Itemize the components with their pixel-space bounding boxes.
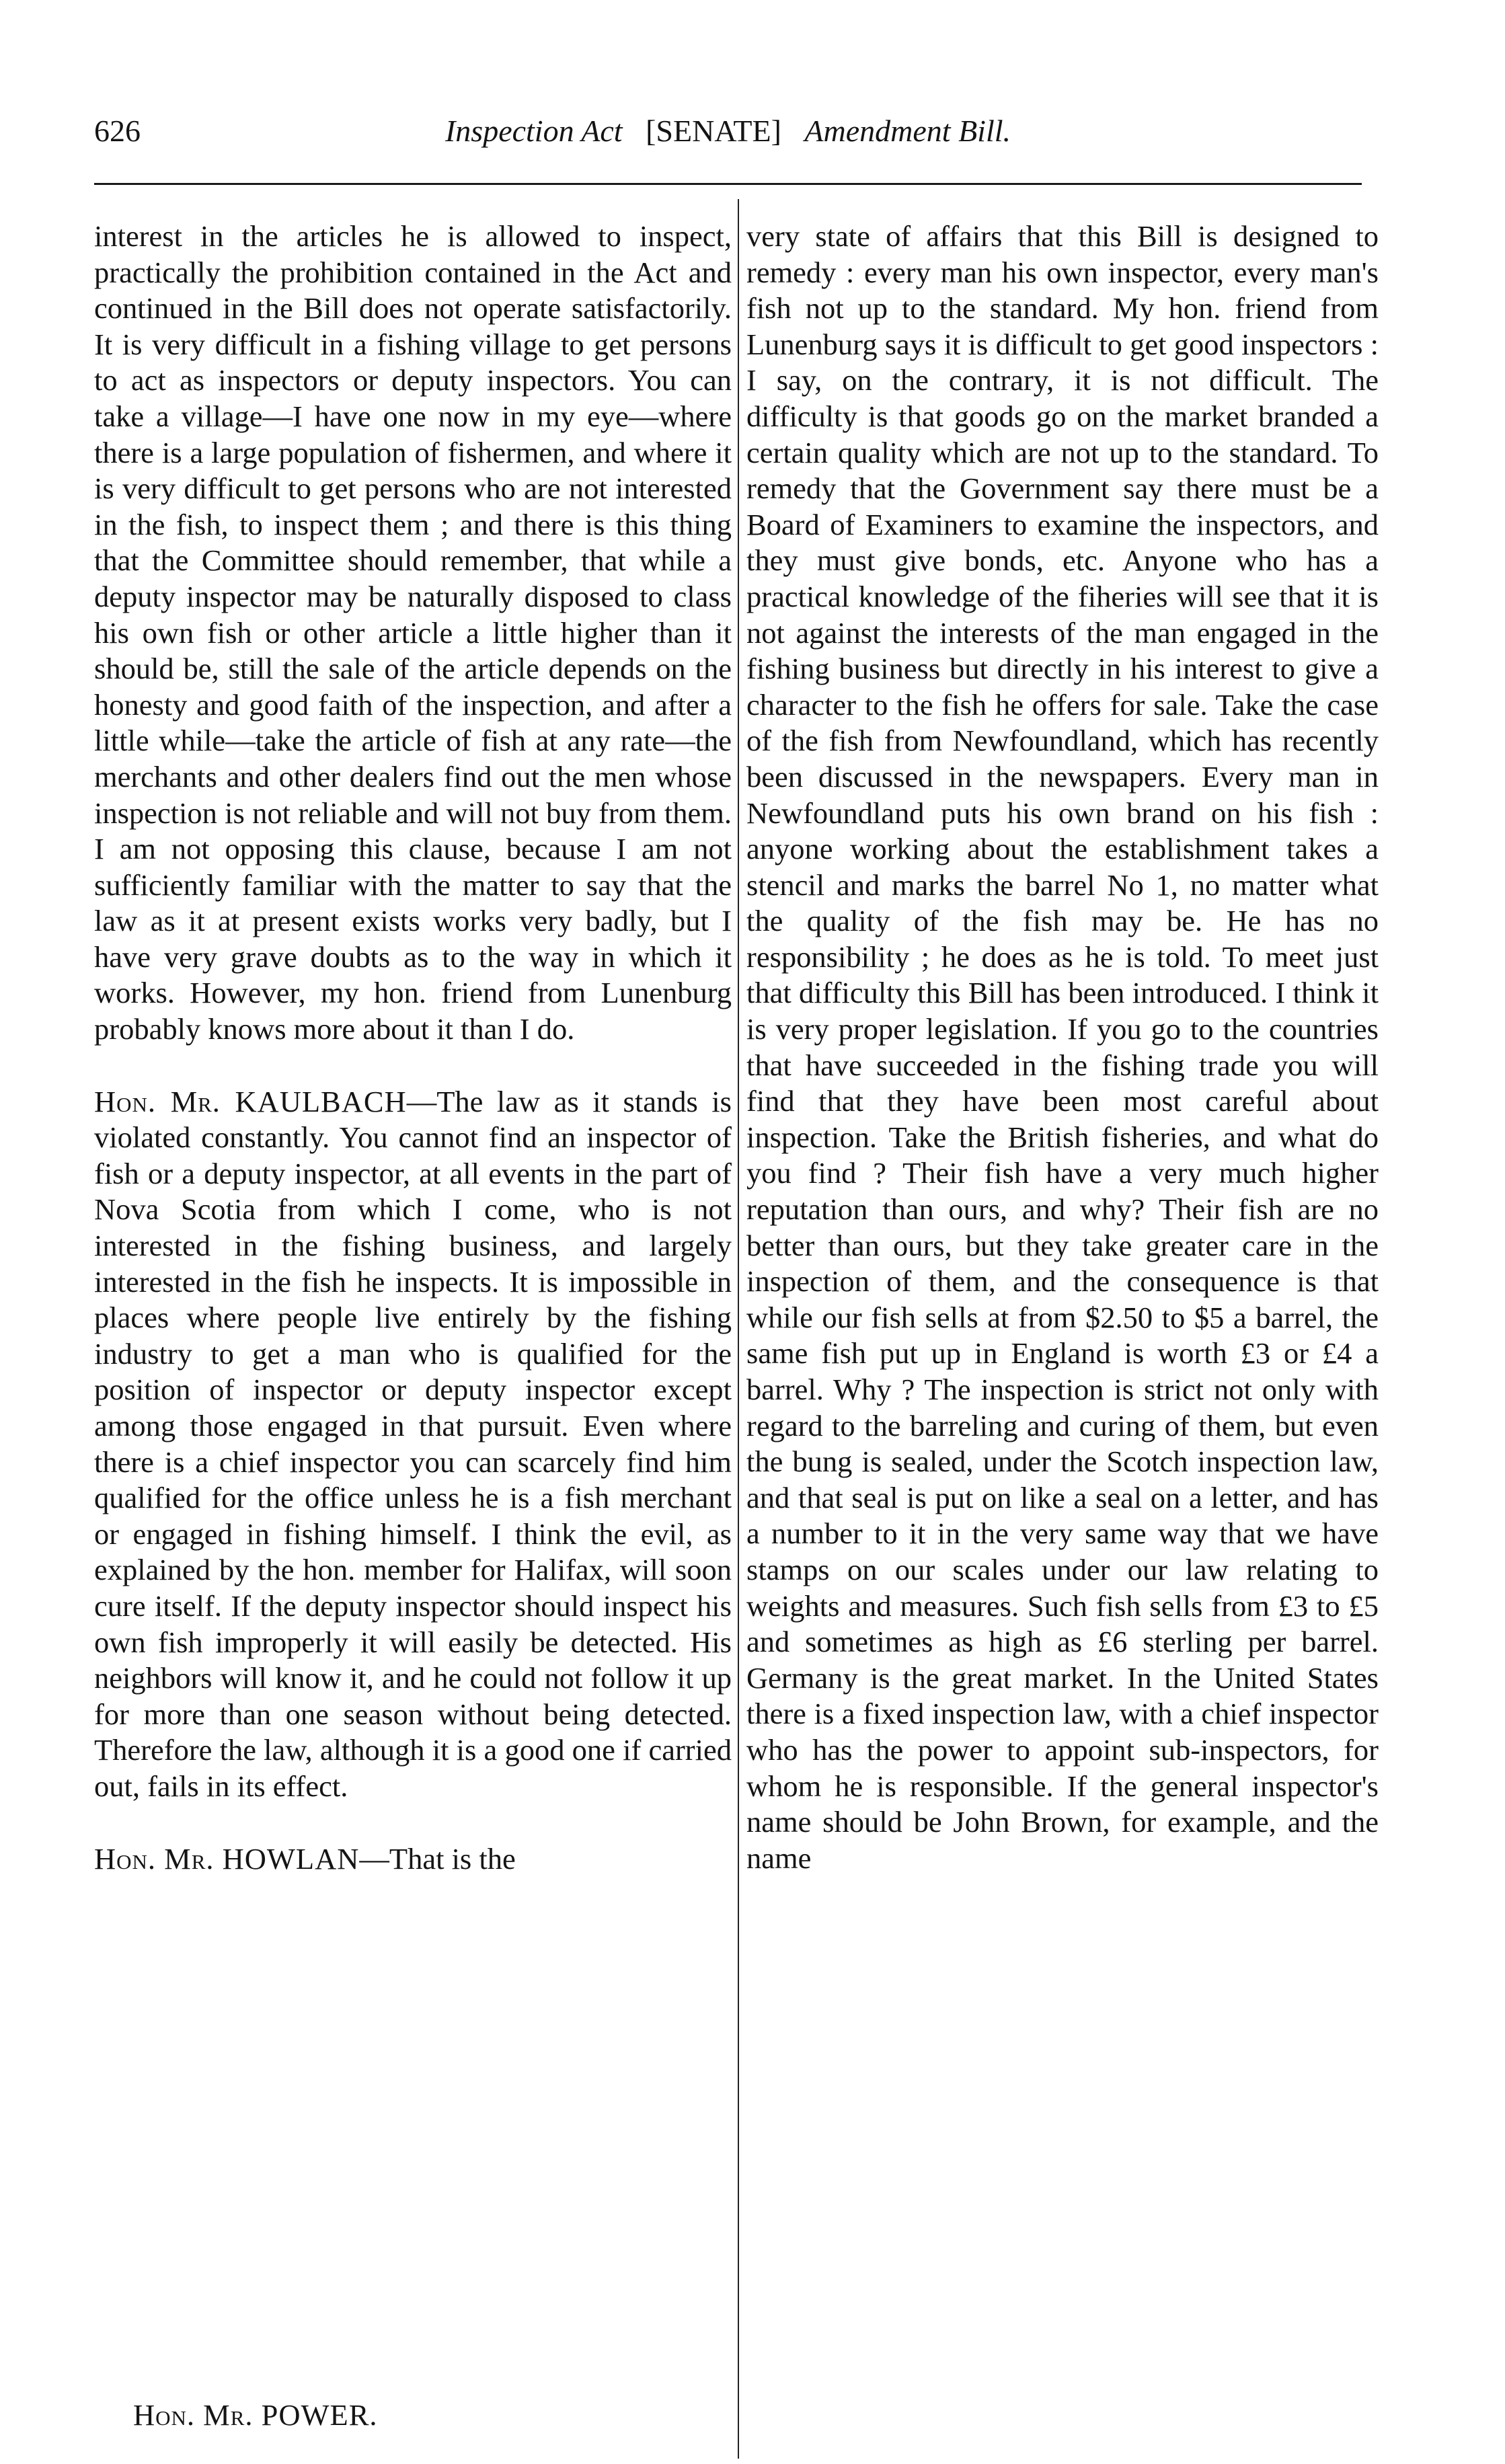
running-title-left: Inspection Act [445,114,623,148]
running-title-right: Amendment Bill. [804,114,1011,148]
running-title-chamber: [SENATE] [646,114,781,148]
page-number: 626 [94,114,141,148]
speaker-howlan: Hon. Mr. HOWLAN [94,1841,360,1876]
kaulbach-speech: —The law as it stands is violated constantly. You cannot find an inspector of fish or a deputy inspector, at all events in the part of Nova Scotia from which I come, who is not interested in the fishing business, and largely interested in the fish he inspects. It is impossible in places where people live entirely by the fishing industry to get a man who is qualified for the position of inspector or deputy inspector except among those engaged in that pursuit. Even where there is a chief inspector you can scarcely find him qualified for the office unless he is a fish merchant or engaged in fishing himself. I think the evil, as explained by the hon. member for Halifax, will soon cure itself. If the deputy inspector should inspect his own fish improperly it will easily be detected. His neighbors will know it, and he could not follow it up for more than one season without being detected. Therefore the law, although it is a good one if carried out, fails in its effect. [94,1084,732,1803]
right-column [746,219,1379,1876]
right-paragraph-1: very state of affairs that this Bill is designed to remedy : every man his own inspector, every man's fish not up to the standard. My hon. friend from Lunenburg says it is difficult to get good inspectors : I say, on the contrary, it is not difficult. The difficulty is that goods go on the market branded a certain quality which are not up to the standard. To remedy that the Government say there must be a Board of Examiners to examine the inspectors, and they must give bonds, etc. Anyone who has a practical knowledge of the fiheries will see that it is not against the interests of the man engaged in the fishing business but directly in his interest to give a character to the fish he offers for sale. Take the case of the fish from Newfoundland, which has recently been discussed in the newspapers. Every man in Newfoundland puts his own brand on his fish : anyone working about the establishment takes a stencil and marks the barrel No 1, no matter what the quality of the fish may be. He has no responsibility ; he does as he is told. To meet just that difficulty this Bill has been introduced. I think it is very proper legislation. If you go to the countries that have succeeded in the fishing trade you will find that they have been most careful about inspection. Take the British fisheries, and what do you find ? Their fish have a very much higher reputation than ours, and why? Their fish are no better than ours, but they take greater care in the inspection of them, and the consequence is that while our fish sells at from $2.50 to $5 a barrel, the same fish put up in England is worth £3 or £4 a barrel. Why ? The inspection is strict not only with regard to the barreling and curing of them, but even the bung is sealed, under the Scotch inspection law, and that seal is put on like a seal on a letter, and has a number to it in the very same way that we have stamps on our scales under our law relating to weights and measures. Such fish sells from £3 to £5 and sometimes as high as £6 sterling per barrel. Germany is the great market. In the United States there is a fixed inspection law, with a chief inspector who has the power to appoint sub-inspectors, for whom he is responsible. If the general inspector's name should be John Brown, for example, and the name [746,219,1379,1875]
speaker-kaulbach: Hon. Mr. KAULBACH [94,1084,407,1118]
left-paragraph-1: interest in the articles he is allowed to inspect, practically the prohibition contained in the Act and continued in the Bill does not operate satisfactorily. It is very difficult in a fishing village to get persons to act as inspectors or deputy inspectors. You can take a village—I have one now in my eye—where there is a large population of fishermen, and where it is very difficult to get persons who are not interested in the fish, to inspect them ; and there is this thing that the Committee should remember, that while a deputy inspector may be naturally disposed to class his own fish or other article a little higher than it should be, still the sale of the article depends on the honesty and good faith of the inspection, and after a little while—take the article of fish at any rate—the merchants and other dealers find out the men whose inspection is not reliable and will not buy from them. I am not opposing this clause, because I am not sufficiently familiar with the matter to say that the law as it at present exists works very badly, but I have very grave doubts as to the way in which it works. However, my hon. friend from Lunenburg probably knows more about it than I do. [94,219,732,1046]
header-rule [94,183,1362,185]
running-title [94,108,1362,155]
column-divider [738,199,739,2459]
left-column [94,219,732,1877]
howlan-speech: —That is the [359,1841,516,1876]
running-header [94,108,1362,155]
left-paragraph-3 [94,1841,732,1878]
speaker-power: Hon. Mr. POWER. [133,2398,378,2432]
left-paragraph-2 [94,1084,732,1805]
